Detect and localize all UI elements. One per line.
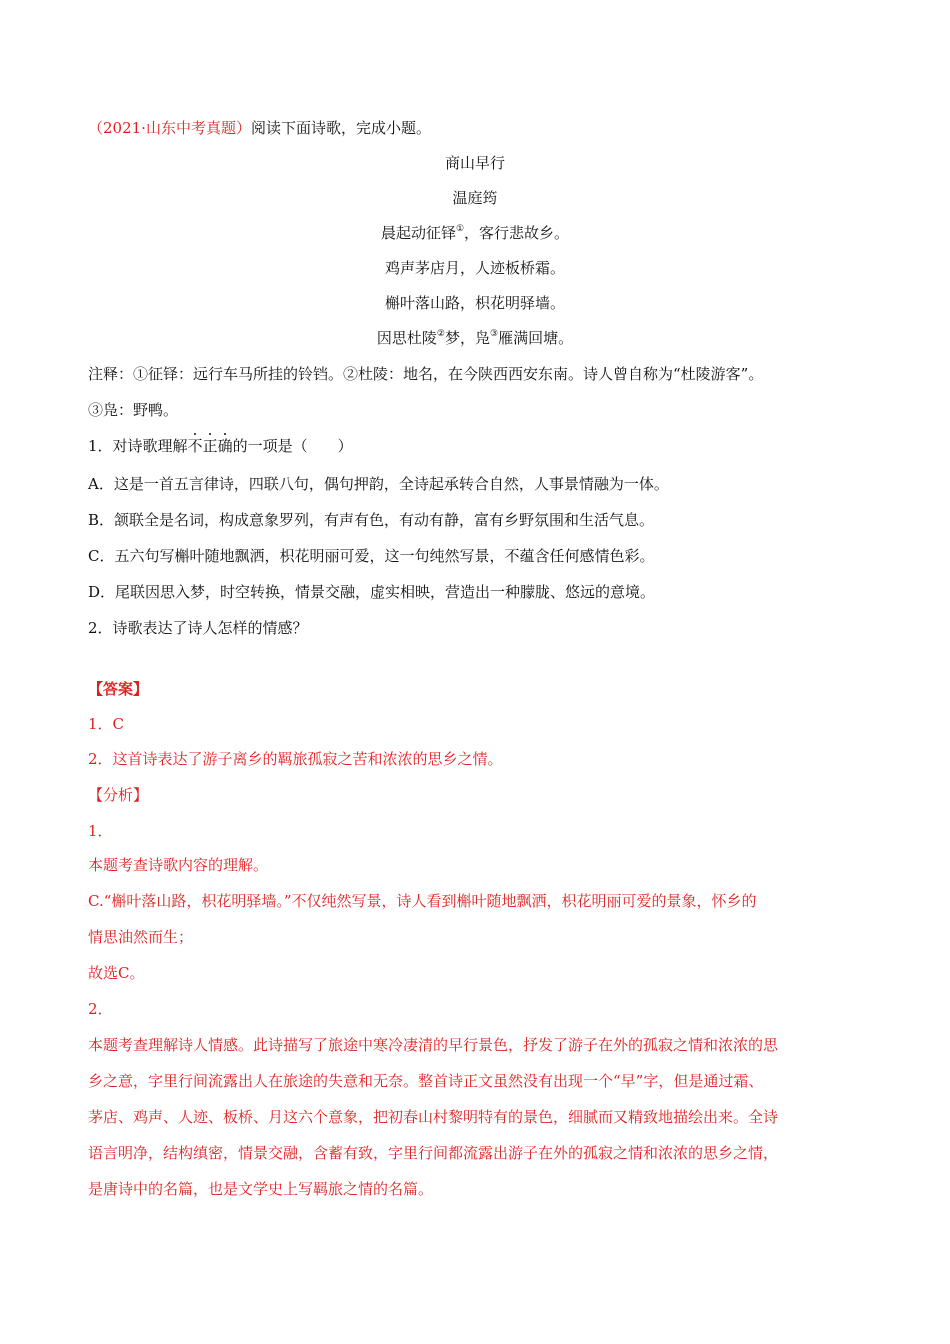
option-c: C．五六句写槲叶随地飘洒，枳花明丽可爱，这一句纯然写景，不蕴含任何感情色彩。 (88, 547, 655, 565)
answer-2: 2．这首诗表达了游子离乡的羁旅孤寂之苦和浓浓的思乡之情。 (88, 750, 503, 768)
analysis-heading: 【分析】 (88, 786, 149, 804)
analysis-2-line-3: 茅店、鸡声、人迹、板桥、月这六个意象，把初春山村黎明特有的景色，细腻而又精致地描绘出来。全诗 (88, 1108, 779, 1126)
option-b: B．颔联全是名词，构成意象罗列，有声有色，有动有静，富有乡野氛围和生活气息。 (88, 511, 655, 529)
option-d: D．尾联因思入梦，时空转换，情景交融，虚实相映，营造出一种朦胧、悠远的意境。 (88, 583, 656, 601)
answer-1: 1．C (88, 715, 125, 733)
notes-line-1: 注释：①征铎：远行车马所挂的铃铛。②杜陵：地名，在今陕西西安东南。诗人曾自称为“杜陵游客”。 (88, 365, 764, 383)
footnote-marker-3: ③ (490, 329, 499, 339)
poem-line-1-part-b: ，客行悲故乡。 (464, 224, 570, 242)
question-2: 2．诗歌表达了诗人怎样的情感？ (88, 619, 308, 637)
source-tag: （2021·山东中考真题） (88, 119, 251, 137)
poem-line-3: 槲叶落山路，枳花明驿墙。 (384, 294, 565, 312)
question-1-suffix: 的一项是（ ） (232, 437, 353, 455)
answer-heading: 【答案】 (88, 680, 149, 698)
footnote-marker-1: ① (455, 224, 465, 234)
poem-line-4-part-c: 雁满回塘。 (498, 329, 574, 347)
poem-line-2: 鸡声茅店月，人迹板桥霜。 (384, 259, 565, 277)
analysis-2-line-5: 是唐诗中的名篇，也是文学史上写羁旅之情的名篇。 (88, 1180, 434, 1198)
analysis-2-line-2: 乡之意，字里行间流露出人在旅途的失意和无奈。整首诗正文虽然没有出现一个“早”字，但是通过霜、 (88, 1072, 764, 1090)
analysis-1-number: 1． (88, 822, 113, 840)
emphasis-char-1: 不 (187, 437, 203, 455)
analysis-2-number: 2． (88, 1000, 113, 1018)
analysis-1-line-2: C.“槲叶落山路，枳花明驿墙。”不仅纯然写景，诗人看到槲叶随地飘洒，枳花明丽可爱的景象，怀乡的 (88, 892, 757, 910)
instruction-text: 阅读下面诗歌，完成小题。 (250, 119, 431, 137)
question-1 (88, 436, 868, 456)
footnote-marker-2: ② (436, 329, 445, 339)
question-1-prefix: 1．对诗歌理解 (88, 437, 188, 455)
option-a: A．这是一首五言律诗，四联八句，偶句押韵，全诗起承转合自然，人事景情融为一体。 (88, 475, 669, 493)
analysis-2-line-4: 语言明净，结构缜密，情景交融，含蓄有致，字里行间都流露出游子在外的孤寂之情和浓浓的思乡之情， (88, 1144, 779, 1162)
poem-title: 商山早行 (444, 154, 505, 172)
question-header (88, 118, 868, 138)
emphasis-char-2: 正 (202, 437, 218, 455)
analysis-1-line-4: 故选C。 (88, 964, 145, 982)
poem-line-4 (0, 328, 950, 348)
notes-line-2: ③凫：野鸭。 (88, 401, 179, 419)
analysis-1-line-1: 本题考查诗歌内容的理解。 (88, 856, 269, 874)
poem-line-1 (0, 223, 950, 243)
poem-author: 温庭筠 (452, 189, 498, 207)
poem-line-4-part-b: 梦，凫 (444, 329, 490, 347)
poem-line-1-part-a: 晨起动征铎 (380, 224, 456, 242)
emphasis-char-3: 确 (217, 437, 233, 455)
poem-line-4-part-a: 因思杜陵 (376, 329, 437, 347)
analysis-1-line-3: 情思油然而生； (88, 928, 194, 946)
analysis-2-line-1: 本题考查理解诗人情感。此诗描写了旅途中寒冷凄清的早行景色，抒发了游子在外的孤寂之情和浓浓的思 (88, 1036, 779, 1054)
